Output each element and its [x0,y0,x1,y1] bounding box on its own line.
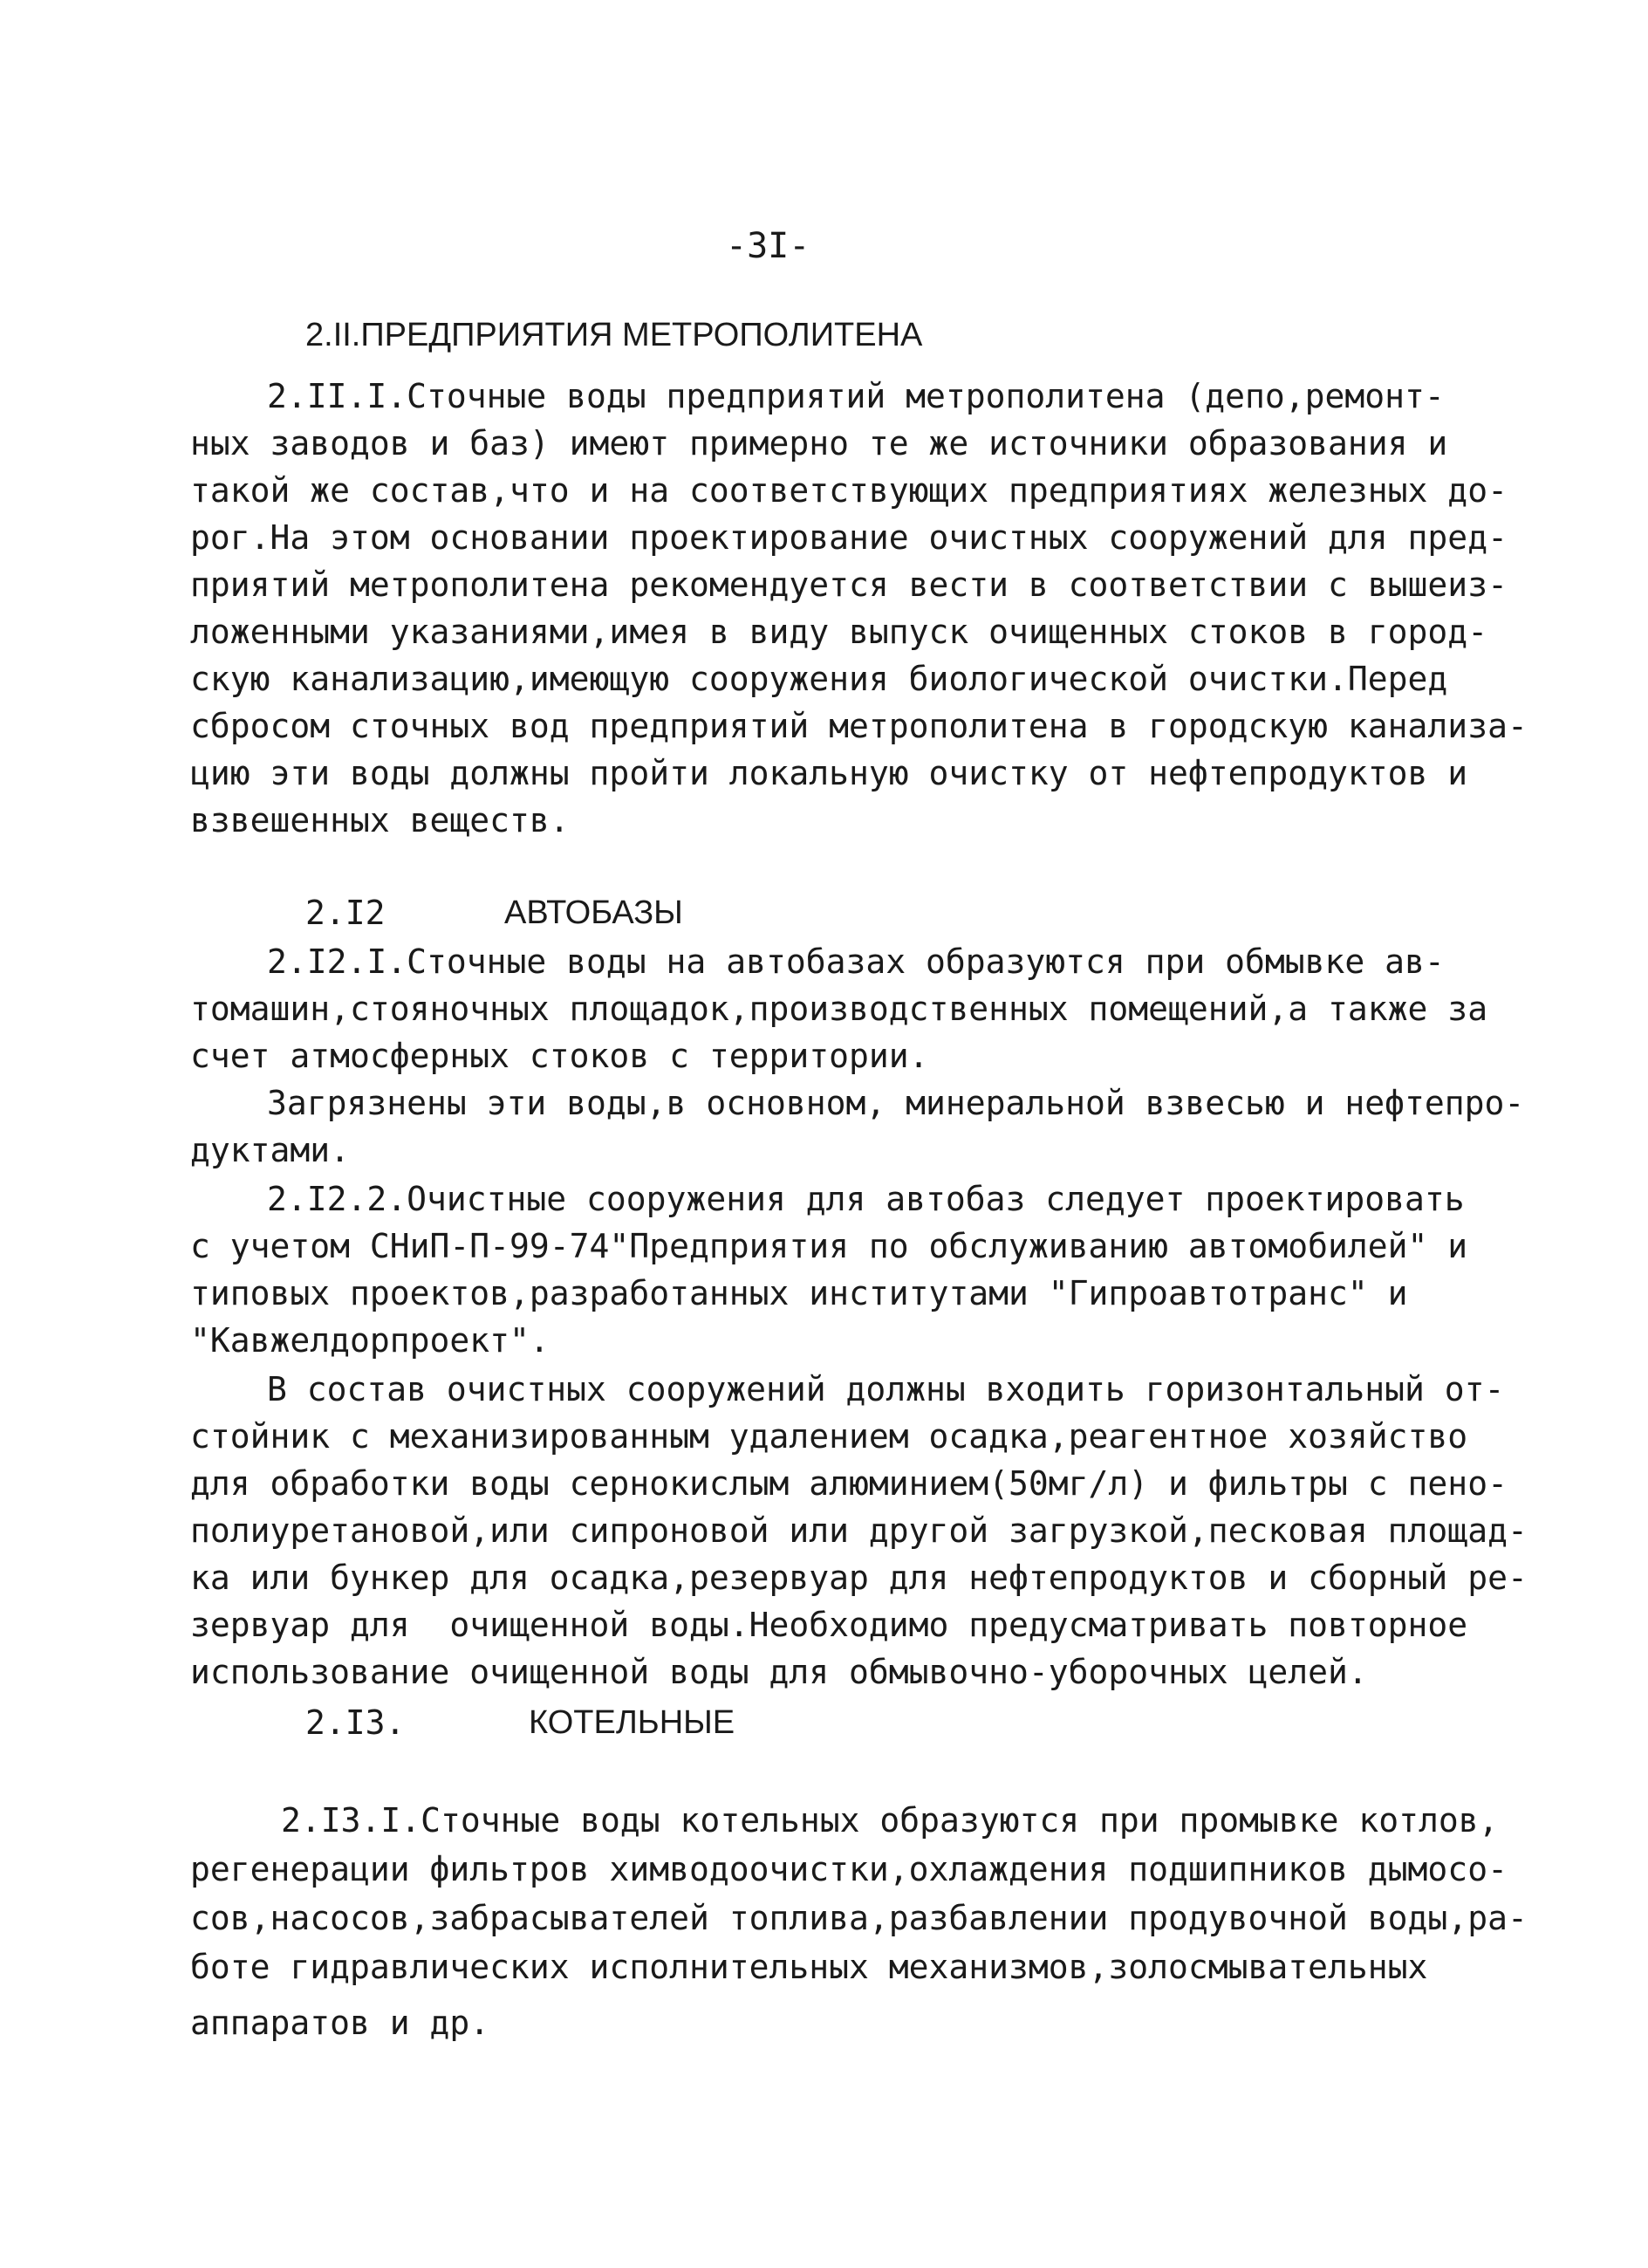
text-line: 2.I2.2.Очистные сооружения для автобаз следует проектировать [267,1180,1465,1218]
text-line: дуктами. [190,1131,351,1169]
section-number-2-12: 2.I2 [305,894,386,932]
text-line: счет атмосферных стоков с территории. [190,1037,929,1075]
text-line: 2.I2.I.Сточные воды на автобазах образуются при обмывке ав- [267,942,1445,981]
text-line: типовых проектов,разработанных институтами "Гипроавтотранс" и [190,1274,1408,1312]
text-line: взвешенных веществ. [190,801,570,839]
text-line: боте гидравлических исполнительных механизмов,золосмывательных [190,1948,1428,1986]
text-line: зервуар для очищенной воды.Необходимо предусматривать повторное [190,1606,1468,1644]
text-line: цию эти воды должны пройти локальную очистку от нефтепродуктов и [190,754,1468,792]
text-line: ложенными указаниями,имея в виду выпуск очищенных стоков в город- [190,613,1488,651]
section-number-2-13: 2.I3. [305,1703,406,1742]
text-line: скую канализацию,имеющую сооружения биологической очистки.Перед [190,660,1448,698]
section-heading-2-12: АВТОБАЗЫ [504,894,683,931]
text-line: аппаратов и др. [190,2004,490,2042]
text-line: регенерации фильтров химводоочистки,охлаждения подшипников дымосо- [190,1850,1508,1888]
text-line: сов,насосов,забрасывателей топлива,разбавлении продувочной воды,ра- [190,1899,1528,1937]
text-line: использование очищенной воды для обмывочно-уборочных целей. [190,1653,1368,1691]
text-line: для обработки воды сернокислым алюминием(50мг/л) и фильтры с пено- [190,1464,1508,1503]
text-line: рог.На этом основании проектирование очистных сооружений для пред- [190,518,1508,557]
text-line: томашин,стояночных площадок,производственных помещений,а также за [190,990,1488,1028]
text-line: приятий метрополитена рекомендуется вести в соответствии с вышеиз- [190,565,1508,604]
text-line: полиуретановой,или сипроновой или другой загрузкой,песковая площад- [190,1511,1528,1550]
section-heading-2-13: КОТЕЛЬНЫЕ [529,1704,735,1741]
text-line: В состав очистных сооружений должны входить горизонтальный от- [267,1370,1505,1408]
text-line: сбросом сточных вод предприятий метрополитена в городскую канализа- [190,707,1528,745]
text-line: стойник с механизированным удалением осадка,реагентное хозяйство [190,1417,1468,1456]
page-number: -3I- [726,226,810,266]
text-line: с учетом СНиП-П-99-74"Предприятия по обслуживанию автомобилей" и [190,1227,1468,1265]
text-line: ных заводов и баз) имеют примерно те же источники образования и [190,424,1448,463]
text-line: "Кавжелдорпроект". [190,1321,550,1360]
text-line: 2.I3.I.Сточные воды котельных образуются при промывке котлов, [281,1801,1499,1840]
text-line: Загрязнены эти воды,в основном, минеральной взвесью и нефтепро- [267,1084,1525,1122]
text-line: ка или бункер для осадка,резервуар для нефтепродуктов и сборный ре- [190,1559,1528,1597]
text-line: 2.II.I.Сточные воды предприятий метрополитена (депо,ремонт- [267,377,1445,415]
section-heading-2-11: 2.II.ПРЕДПРИЯТИЯ МЕТРОПОЛИТЕНА [305,317,923,353]
text-line: такой же состав,что и на соответствующих предприятиях железных до- [190,471,1508,510]
